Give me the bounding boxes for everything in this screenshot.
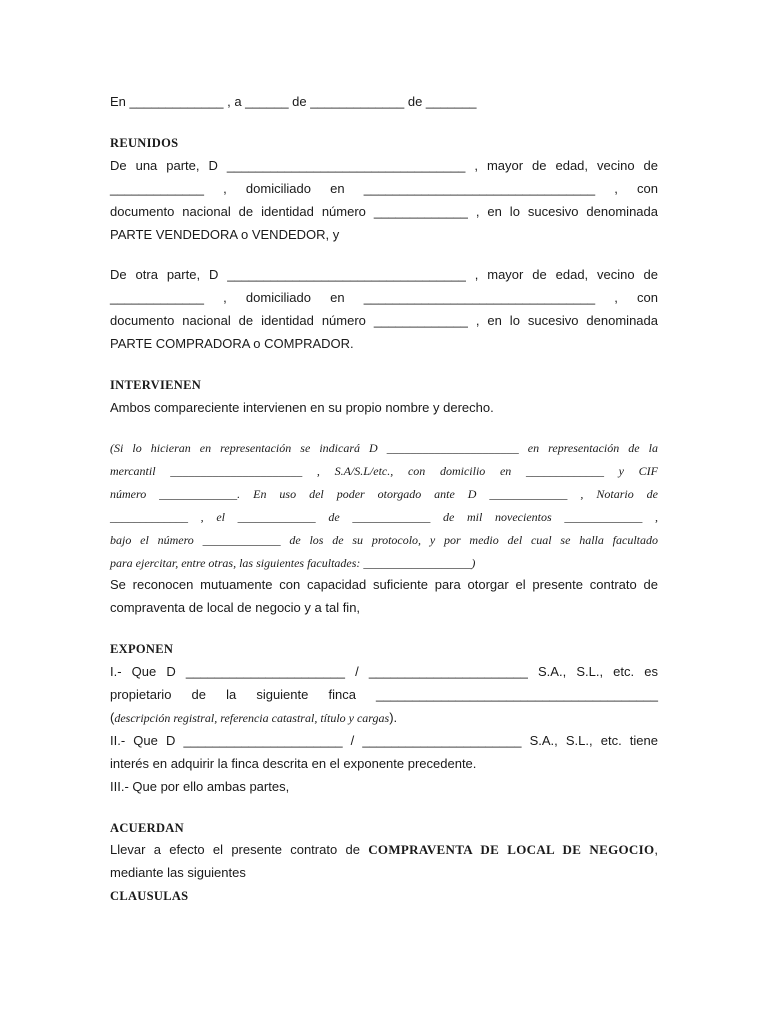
exponen-i-italic: descripción registral, referencia catastral, título y cargas (114, 711, 390, 725)
exponen-ii-line2: interés en adquirir la finca descrita en el exponente precedente. (110, 756, 477, 771)
exponen-ii-line1: II.- Que D ______________________ / ______________________ S.A., S.L., etc. tiene (110, 733, 658, 748)
paren-open: ( (110, 710, 115, 725)
intervienen-italic-line1: (Si lo hicieran en representación se indicará D ______________________ en representación de la (110, 441, 658, 455)
intervienen-italic-line3: número _____________. En uso del poder otorgado ante D _____________ , Notario de (110, 487, 658, 501)
intro-line: En _____________ , a ______ de _____________ de _______ (110, 94, 477, 109)
reunidos-p1-line2: _____________ , domiciliado en ________________________________ , con (110, 181, 658, 196)
intervienen-italic-line5: bajo el número _____________ de los de su protocolo, y por medio del cual se halla facultado (110, 533, 658, 547)
reunidos-p1-line3: documento nacional de identidad número _____________ , en lo sucesivo denominada (110, 204, 658, 219)
intervienen-p1: Ambos compareciente intervienen en su propio nombre y derecho. (110, 400, 494, 415)
acuerdan-line1-text: Llevar a efecto el presente contrato de (110, 842, 369, 857)
exponen-i-line2: propietario de la siguiente finca _______________________________________ (110, 687, 658, 702)
exponen-iii: III.- Que por ello ambas partes, (110, 779, 290, 794)
intervienen-p2-line1: Se reconocen mutuamente con capacidad suficiente para otorgar el presente contrato de (110, 577, 658, 592)
reunidos-p1-line4: PARTE VENDEDORA o VENDEDOR, y (110, 227, 340, 242)
intervienen-italic-line4: _____________ , el _____________ de _____________ de mil novecientos _____________ , (110, 510, 658, 524)
intervienen-italic-line2: mercantil ______________________ , S.A/S.L/etc., con domicilio en _____________ y CIF (110, 464, 658, 478)
heading-acuerdan: ACUERDAN (110, 821, 184, 835)
reunidos-p2-line2: _____________ , domiciliado en ________________________________ , con (110, 290, 658, 305)
reunidos-p2-line4: PARTE COMPRADORA o COMPRADOR. (110, 336, 354, 351)
reunidos-p1-line1: De una parte, D _________________________________ , mayor de edad, vecino de (110, 158, 658, 173)
heading-clausulas: CLAUSULAS (110, 889, 189, 903)
acuerdan-line2: mediante las siguientes (110, 865, 246, 880)
exponen-i-line1: I.- Que D ______________________ / ______________________ S.A., S.L., etc. es (110, 664, 658, 679)
heading-exponen: EXPONEN (110, 642, 174, 656)
acuerdan-line1 (110, 842, 658, 858)
acuerdan-contract-title: COMPRAVENTA DE LOCAL DE NEGOCIO (368, 842, 655, 857)
exponen-i-line3 (110, 710, 658, 726)
heading-reunidos: REUNIDOS (110, 136, 179, 150)
paren-close: ). (389, 710, 398, 725)
reunidos-p2-line3: documento nacional de identidad número _____________ , en lo sucesivo denominada (110, 313, 658, 328)
reunidos-p2-line1: De otra parte, D _________________________________ , mayor de edad, vecino de (110, 267, 658, 282)
heading-intervienen: INTERVIENEN (110, 378, 202, 392)
intervienen-italic-line6: para ejercitar, entre otras, las siguientes facultades: __________________) (110, 556, 476, 570)
acuerdan-line1-comma: , (654, 842, 658, 857)
intervienen-p2-line2: compraventa de local de negocio y a tal fin, (110, 600, 361, 615)
